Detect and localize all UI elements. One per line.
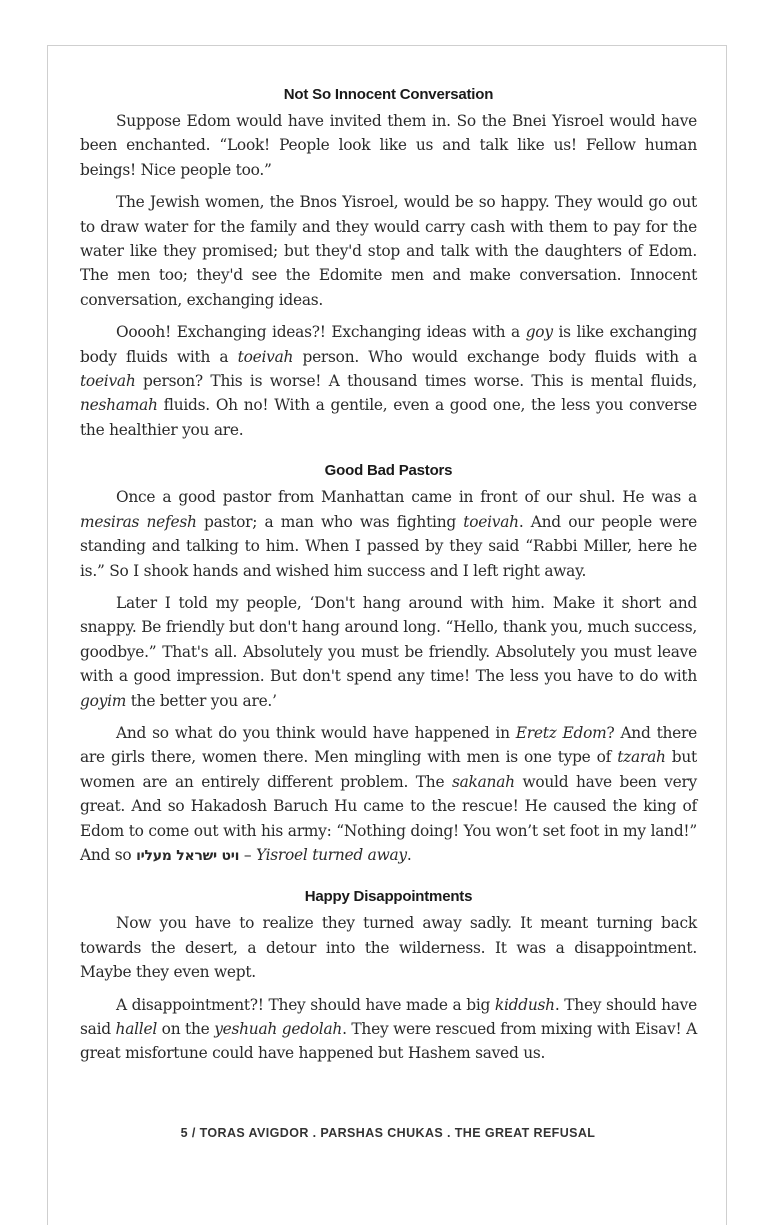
paragraph: Once a good pastor from Manhattan came in front of our shul. He was a mesiras nefesh pastor; a man who was fighting toeivah. And our people were standing and talking to him. When I passed by they said “Rabbi Miller, here he is.” So I shook hands and wished him success and I left right away. bbox=[80, 488, 698, 580]
paragraph: Ooooh! Exchanging ideas?! Exchanging ideas with a goy is like exchanging body fluids with a toeivah person. Who would exchange body fluids with a toeivah person? This is worse! A thousand times worse. This is mental fluids, neshamah fluids. Oh no! With a gentile, even a good one, the less you converse the healthier you are. bbox=[80, 323, 698, 439]
paragraph: The Jewish women, the Bnos Yisroel, would be so happy. They would go out to draw water for the family and they would carry cash with them to pay for the water like they promised; but they'd stop and talk with the daughters of Edom. The men too; they'd see the Edomite men and make conversation. Innocent conversation, exchanging ideas. bbox=[80, 193, 697, 309]
paragraph: And so what do you think would have happened in Eretz Edom? And there are girls there, women there. Men mingling with men is one type of tzarah but women are an entirely different problem. The sakanah would have been very great. And so Hakadosh Baruch Hu came to the rescue! He caused the king of Edom to come out with his army: “Nothing doing! You won’t set foot in my land!” And so ויט ישראל מעליו – Yisroel turned away. bbox=[80, 723, 697, 864]
section-heading-3: Happy Disappointments bbox=[304, 888, 473, 906]
page-content bbox=[80, 86, 697, 1074]
page-footer: 5 / TORAS AVIGDOR . PARSHAS CHUKAS . THE GREAT REFUSAL bbox=[180, 1126, 596, 1140]
page-frame bbox=[47, 45, 727, 1225]
section-heading-1: Not So Innocent Conversation bbox=[283, 86, 494, 103]
paragraph: Later I told my people, ‘Don't hang around with him. Make it short and snappy. Be friendly but don't hang around long. “Hello, thank you, much success, goodbye.” That's all. Absolutely you must be friendly. Absolutely you must leave with a good impression. But don't spend any time! The less you have to do with goyim the better you are.’ bbox=[80, 593, 697, 710]
section-heading-2: Good Bad Pastors bbox=[324, 462, 453, 480]
paragraph: A disappointment?! They should have made a big kiddush. They should have said hallel on the yeshuah gedolah. They were rescued from mixing with Eisav! A great misfortune could have happened but Hashem saved us. bbox=[80, 995, 697, 1063]
paragraph: Now you have to realize they turned away sadly. It meant turning back towards the desert, a detour into the wilderness. It was a disappointment. Maybe they even wept. bbox=[80, 914, 697, 982]
paragraph: Suppose Edom would have invited them in. So the Bnei Yisroel would have been enchanted. “Look! People look like us and talk like us! Fellow human beings! Nice people too.” bbox=[80, 112, 697, 179]
